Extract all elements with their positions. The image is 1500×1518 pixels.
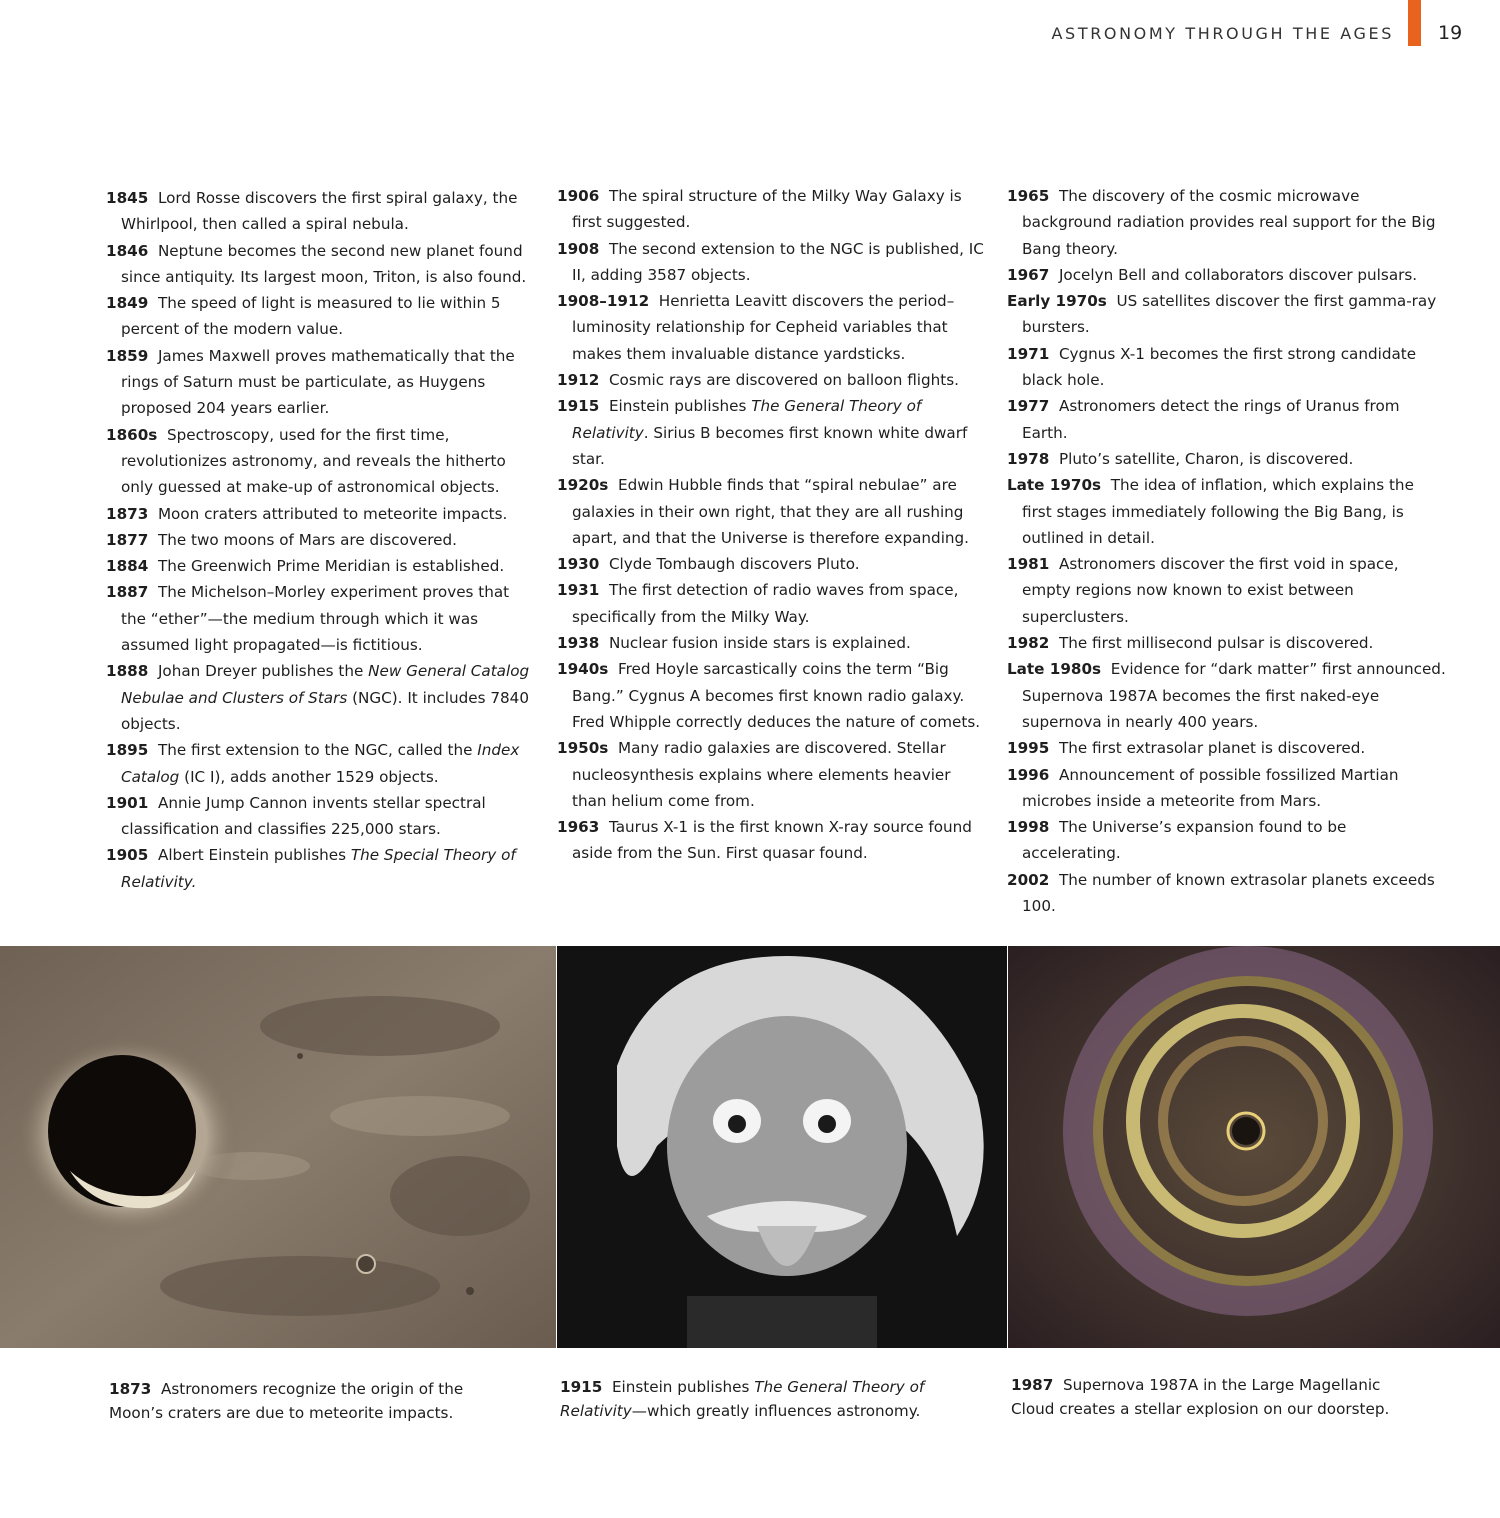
- timeline-entry: [1007, 262, 1447, 288]
- timeline-entry: [106, 579, 536, 658]
- entry-year: 1978: [1007, 449, 1050, 468]
- entry-year: Late 1970s: [1007, 476, 1102, 495]
- caption-year: 1987: [1011, 1376, 1054, 1394]
- timeline-entry: [1007, 446, 1447, 472]
- entry-year: 1995: [1007, 739, 1050, 758]
- timeline-entry: [557, 630, 987, 656]
- entry-text: Astronomers recognize the origin of the Moon’s craters are due to meteorite impacts.: [109, 1380, 464, 1422]
- timeline-entry: [106, 842, 536, 895]
- entry-text: Taurus X-1 is the first known X-ray source found aside from the Sun. First quasar found.: [572, 818, 972, 863]
- entry-year: 1950s: [557, 739, 609, 758]
- timeline-entry: [106, 737, 536, 790]
- timeline-column-1: [106, 185, 536, 895]
- einstein-photo: [557, 946, 1007, 1348]
- timeline-entry: [1007, 656, 1447, 735]
- entry-year: 1908–1912: [557, 292, 650, 311]
- timeline-entry: [106, 422, 536, 501]
- timeline-entry: [1007, 472, 1447, 551]
- entry-text: Henrietta Leavitt discovers the period–luminosity relationship for Cepheid variables that makes them invaluable distance yardsticks.: [572, 292, 955, 363]
- timeline-entry: [106, 290, 536, 343]
- entry-year: 1895: [106, 741, 149, 760]
- timeline-entry: [1007, 183, 1447, 262]
- entry-text: Jocelyn Bell and collaborators discover pulsars.: [1058, 265, 1418, 284]
- entry-year: 1888: [106, 662, 149, 681]
- timeline-column-2: [557, 183, 987, 867]
- entry-text: Astronomers detect the rings of Uranus from Earth.: [1022, 397, 1400, 442]
- entry-year: 1930: [557, 555, 600, 574]
- entry-text: The first millisecond pulsar is discovered.: [1058, 634, 1374, 653]
- entry-text: Moon craters attributed to meteorite impacts.: [157, 504, 508, 523]
- section-color-tab: [1408, 0, 1421, 46]
- entry-year: 1915: [557, 397, 600, 416]
- timeline-entry: [557, 656, 987, 735]
- caption-supernova: [1011, 1374, 1411, 1421]
- photo-strip: [0, 946, 1500, 1348]
- timeline-entry: [557, 814, 987, 867]
- entry-year: 1981: [1007, 555, 1050, 574]
- entry-text: (NGC). It includes 7840 objects.: [121, 688, 529, 733]
- entry-text: The Universe’s expansion found to be accelerating.: [1022, 818, 1347, 863]
- page-number: 19: [1438, 22, 1463, 44]
- entry-year: 1963: [557, 818, 600, 837]
- publication-title: Index Catalog: [121, 741, 520, 786]
- entry-year: 1901: [106, 793, 149, 812]
- entry-text: Announcement of possible fossilized Martian microbes inside a meteorite from Mars.: [1022, 765, 1399, 810]
- entry-text: Nuclear fusion inside stars is explained.: [608, 634, 911, 653]
- entry-text: Einstein publishes: [611, 1378, 755, 1396]
- entry-text: Pluto’s satellite, Charon, is discovered.: [1058, 449, 1354, 468]
- entry-year: 1912: [557, 371, 600, 390]
- timeline-entry: [1007, 341, 1447, 394]
- entry-text: Many radio galaxies are discovered. Stellar nucleosynthesis explains where elements heavier than helium come from.: [572, 739, 951, 810]
- entry-text: The two moons of Mars are discovered.: [157, 530, 457, 549]
- entry-text: The first detection of radio waves from space, specifically from the Milky Way.: [572, 581, 959, 626]
- entry-text: The speed of light is measured to lie within 5 percent of the modern value.: [121, 294, 501, 339]
- entry-text: US satellites discover the first gamma-ray bursters.: [1022, 292, 1437, 337]
- timeline-entry: [557, 577, 987, 630]
- entry-year: 1845: [106, 189, 149, 207]
- entry-year: 1940s: [557, 660, 609, 679]
- entry-text: The spiral structure of the Milky Way Galaxy is first suggested.: [572, 187, 962, 232]
- timeline-entry: [1007, 288, 1447, 341]
- entry-text: The Michelson–Morley experiment proves that the “ether”—the medium through which it was assumed light propagated—is fictitious.: [121, 583, 510, 655]
- entry-year: 1846: [106, 241, 149, 260]
- entry-text: The first extrasolar planet is discovered.: [1058, 739, 1366, 758]
- timeline-entry: [106, 501, 536, 527]
- entry-text: The Greenwich Prime Meridian is established.: [157, 557, 505, 576]
- entry-year: 1849: [106, 294, 149, 313]
- publication-title: The General Theory of Relativity: [572, 397, 922, 442]
- publication-title: The General Theory of Relativity: [560, 1378, 925, 1420]
- entry-text: Cosmic rays are discovered on balloon flights.: [608, 371, 959, 390]
- moon-crater-photo: [0, 946, 556, 1348]
- entry-year: Early 1970s: [1007, 292, 1107, 311]
- entry-text: Einstein publishes: [608, 397, 752, 416]
- timeline-column-3: [1007, 183, 1447, 919]
- publication-title: The Special Theory of Relativity.: [121, 846, 516, 891]
- entry-year: 1931: [557, 581, 600, 600]
- entry-text: Lord Rosse discovers the first spiral galaxy, the Whirlpool, then called a spiral nebula.: [121, 189, 518, 234]
- entry-year: 1920s: [557, 476, 609, 495]
- entry-year: 1908: [557, 239, 600, 258]
- entry-year: 1965: [1007, 187, 1050, 205]
- timeline-entry: [557, 183, 987, 236]
- timeline-entry: [106, 238, 536, 291]
- entry-year: 1996: [1007, 765, 1050, 784]
- timeline-entry: [106, 790, 536, 843]
- timeline-entry: [557, 288, 987, 367]
- entry-year: Late 1980s: [1007, 660, 1102, 679]
- entry-year: 2002: [1007, 870, 1050, 889]
- entry-year: 1905: [106, 846, 149, 865]
- timeline-entry: [1007, 393, 1447, 446]
- timeline-entry: [106, 527, 536, 553]
- timeline-entry: [557, 551, 987, 577]
- entry-text: The idea of inflation, which explains the first stages immediately following the Big Bang, is outlined in detail.: [1022, 476, 1414, 547]
- timeline-entry: [557, 367, 987, 393]
- entry-text: Astronomers discover the first void in space, empty regions now known to exist between superclusters.: [1022, 555, 1399, 626]
- entry-year: 1971: [1007, 344, 1050, 363]
- caption-moon-crater: [109, 1378, 509, 1425]
- timeline-entry: [106, 343, 536, 422]
- entry-text: Evidence for “dark matter” first announced. Supernova 1987A becomes the first naked-eye supernova in nearly 400 years.: [1022, 660, 1446, 731]
- timeline-entry: [557, 236, 987, 289]
- entry-text: Cygnus X-1 becomes the first strong candidate black hole.: [1022, 344, 1417, 390]
- entry-year: 1982: [1007, 634, 1050, 653]
- entry-text: . Sirius B becomes first known white dwarf star.: [572, 423, 968, 468]
- timeline-entry: [1007, 762, 1447, 815]
- timeline-entry: [1007, 551, 1447, 630]
- entry-text: Fred Hoyle sarcastically coins the term “Big Bang.” Cygnus A becomes first known radio galaxy. Fred Whipple correctly deduces the nature of comets.: [572, 660, 981, 731]
- publication-title: New General Catalog Nebulae and Clusters of Stars: [121, 662, 530, 707]
- entry-text: Neptune becomes the second new planet found since antiquity. Its largest moon, Triton, is also found.: [121, 241, 527, 286]
- entry-text: Annie Jump Cannon invents stellar spectral classification and classifies 225,000 stars.: [121, 793, 486, 839]
- caption-year: 1915: [560, 1378, 603, 1396]
- timeline-entry: [106, 185, 536, 238]
- entry-year: 1967: [1007, 265, 1050, 284]
- timeline-entry: [557, 472, 987, 551]
- timeline-entry: [106, 553, 536, 579]
- entry-year: 1938: [557, 634, 600, 653]
- timeline-entry: [1007, 735, 1447, 761]
- entry-text: The number of known extrasolar planets exceeds 100.: [1022, 870, 1435, 916]
- entry-year: 1998: [1007, 818, 1050, 837]
- entry-text: Supernova 1987A in the Large Magellanic Cloud creates a stellar explosion on our doorstep.: [1011, 1376, 1390, 1418]
- entry-year: 1884: [106, 557, 149, 576]
- entry-text: Spectroscopy, used for the first time, revolutionizes astronomy, and reveals the hitherto only guessed at make-up of astronomical objects.: [121, 425, 506, 497]
- entry-year: 1887: [106, 583, 149, 602]
- entry-text: Albert Einstein publishes: [157, 846, 351, 865]
- timeline-entry: [557, 735, 987, 814]
- entry-year: 1906: [557, 187, 600, 205]
- entry-text: James Maxwell proves mathematically that the rings of Saturn must be particulate, as Huygens proposed 204 years earlier.: [121, 346, 515, 418]
- caption-einstein: [560, 1376, 960, 1423]
- entry-text: The discovery of the cosmic microwave background radiation provides real support for the Big Bang theory.: [1022, 187, 1436, 258]
- entry-year: 1859: [106, 346, 149, 365]
- section-title: ASTRONOMY THROUGH THE AGES: [1051, 24, 1394, 43]
- entry-year: 1877: [106, 530, 149, 549]
- entry-text: Johan Dreyer publishes the: [157, 662, 369, 681]
- entry-text: The first extension to the NGC, called the: [157, 741, 478, 760]
- entry-text: (IC I), adds another 1529 objects.: [179, 767, 439, 786]
- entry-text: Clyde Tombaugh discovers Pluto.: [608, 555, 860, 574]
- supernova-photo: [1008, 946, 1500, 1348]
- timeline-entry: [106, 658, 536, 737]
- entry-text: The second extension to the NGC is published, IC II, adding 3587 objects.: [572, 239, 984, 284]
- timeline-entry: [1007, 867, 1447, 920]
- entry-year: 1860s: [106, 425, 158, 444]
- entry-text: Edwin Hubble finds that “spiral nebulae” are galaxies in their own right, that they are all rushing apart, and that the Universe is therefore expanding.: [572, 476, 970, 547]
- entry-text: —which greatly influences astronomy.: [631, 1401, 921, 1420]
- running-head: [0, 22, 1500, 52]
- entry-year: 1977: [1007, 397, 1050, 416]
- timeline-entry: [557, 393, 987, 472]
- caption-year: 1873: [109, 1380, 152, 1398]
- timeline-entry: [1007, 814, 1447, 867]
- timeline-entry: [1007, 630, 1447, 656]
- entry-year: 1873: [106, 504, 149, 523]
